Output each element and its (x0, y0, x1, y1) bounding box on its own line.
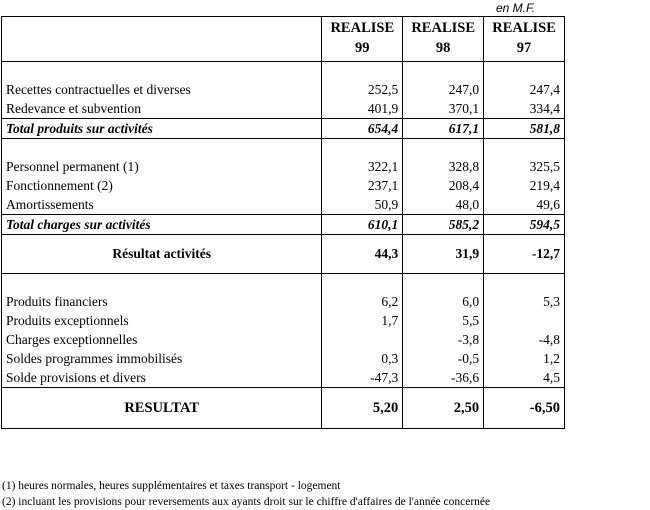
col-header-97-line1: REALISE (484, 17, 565, 40)
table-row: Solde provisions et divers -47,3 -36,6 4,5 (2, 368, 565, 388)
table-row: Charges exceptionnelles -3,8 -4,8 (2, 330, 565, 349)
footnote-1: (1) heures normales, heures supplémentaires et taxes transport - logement (2, 480, 341, 492)
total-row: Total produits sur activités 654,4 617,1 581,8 (2, 119, 565, 139)
header-row-2 (2, 39, 565, 62)
financial-table (1, 16, 565, 429)
col-header-98-line1: REALISE (403, 17, 484, 40)
col-header-99-year: 99 (322, 39, 403, 62)
col-header-99-line1: REALISE (322, 17, 403, 40)
table-row: Fonctionnement (2) 237,1 208,4 219,4 (2, 176, 565, 195)
footnote-2: (2) incluant les provisions pour reversements aux ayants droit sur le chiffre d'affaires de l'année concernée (2, 496, 491, 508)
header-row-1 (2, 17, 565, 40)
table-row: Amortissements 50,9 48,0 49,6 (2, 195, 565, 215)
table-row: Produits exceptionnels 1,7 5,5 (2, 311, 565, 330)
result-row-final: RESULTAT 5,20 2,50 -6,50 (2, 388, 565, 429)
unit-label: en M.F. (496, 1, 536, 15)
col-header-97-year: 97 (484, 39, 565, 62)
table-row: Soldes programmes immobilisés 0,3 -0,5 1,2 (2, 349, 565, 368)
col-header-98-year: 98 (403, 39, 484, 62)
total-row: Total charges sur activités 610,1 585,2 594,5 (2, 215, 565, 235)
result-row-activities: Résultat activités 44,3 31,9 -12,7 (2, 235, 565, 274)
table-row: Redevance et subvention 401,9 370,1 334,4 (2, 99, 565, 119)
table-row: Recettes contractuelles et diverses 252,5 247,0 247,4 (2, 80, 565, 99)
table-row: Produits financiers 6,2 6,0 5,3 (2, 292, 565, 311)
table-row: Personnel permanent (1) 322,1 328,8 325,5 (2, 157, 565, 176)
footnotes (2, 478, 490, 510)
